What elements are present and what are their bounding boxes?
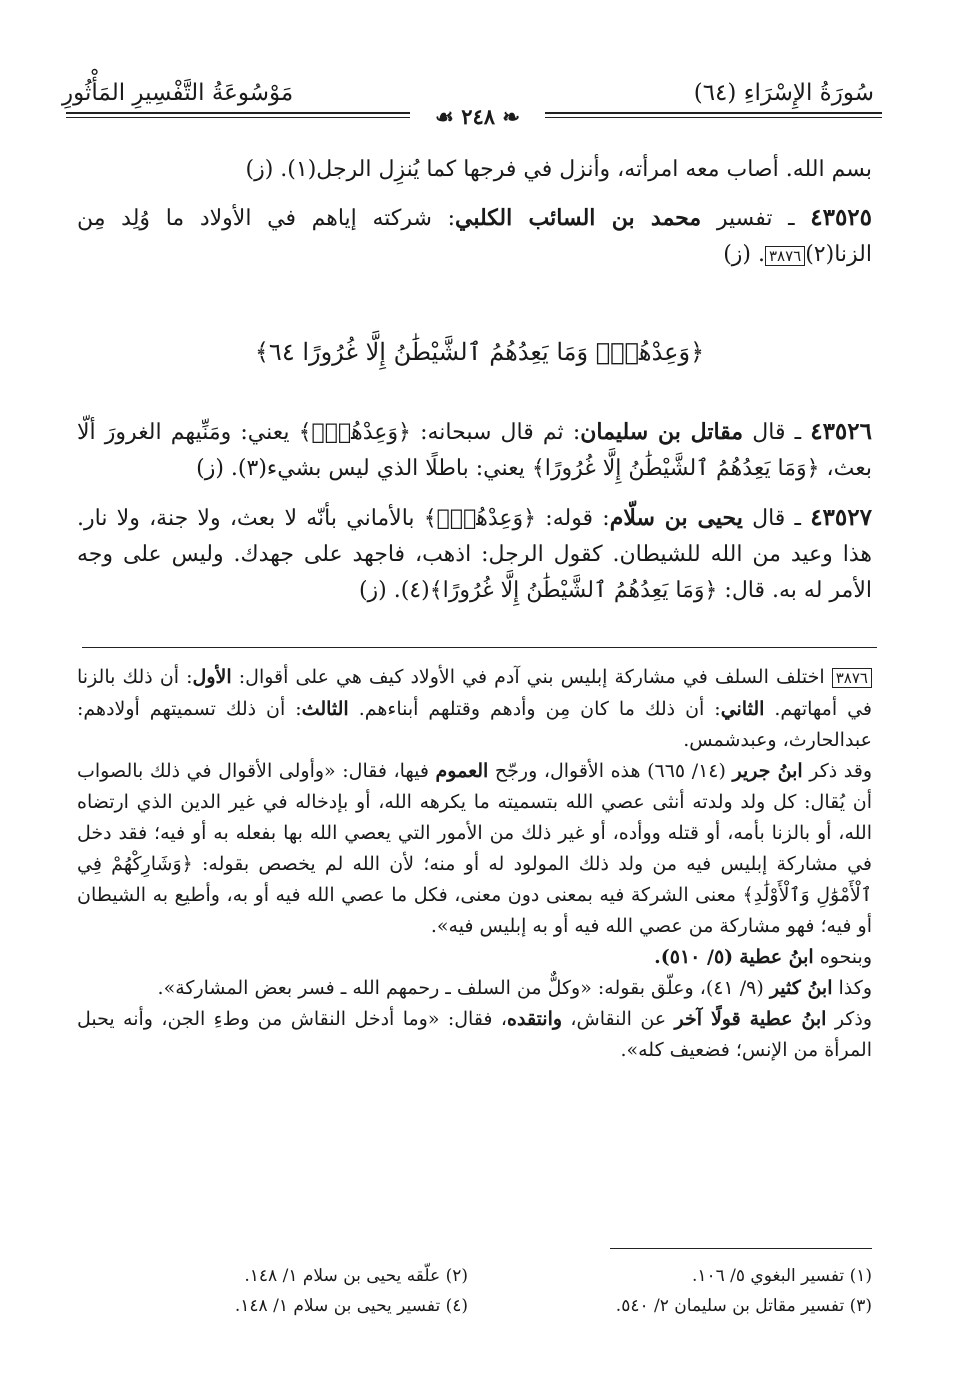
note-paragraph-3: وبنحوه ابنُ عطية (٥/ ٥١٠). [654,946,872,968]
continued-paragraph: بسم الله. أصاب معه امرأته، وأنزل في فرجها كما يُنزِل الرجل(١). (ز) [245,157,872,182]
notes-separator [82,647,877,648]
commentary-note [77,662,872,1066]
entry-number: ٤٣٥٢٧ [810,504,872,531]
ornament-icon: ☙ [435,104,462,129]
entry-43527: ٤٣٥٢٧ ـ قال يحيى بن سلّام: قوله: ﴿وَعِدْهُمْۚ﴾ بالأماني بأنّه لا بعث، ولا جنة، ولا نار. هذا وعيد من الله للشيطان. كقول الرجل: اذهب، فاجهد على جهدك. وليس على وجه الأمر له به. قال: ﴿وَمَا يَعِدُهُمُ ٱلشَّيْطَٰنُ إِلَّا غُرُورًا﴾(٤). (ز) [77,504,872,603]
entry-43525: ٤٣٥٢٥ ـ تفسير محمد بن السائب الكلبي: شركته إياهم في الأولاد ما وُلِد مِن الزنا(٢)٣٨٧٦. (ز) [77,204,873,267]
note-reference: ٣٨٧٦ [832,668,872,688]
entry-43526: ٤٣٥٢٦ ـ قال مقاتل بن سليمان: ثم قال سبحانه: ﴿وَعِدْهُمْۚ﴾ يعني: ومَنِّيهم الغرورَ ألّا بعث، ﴿وَمَا يَعِدُهُمُ ٱلشَّيْطَٰنُ إِلَّا غُرُورًا﴾ يعني: باطلًا الذي ليس بشيء(٣). (ز) [77,418,872,481]
note-paragraph-2: وقد ذكر ابنُ جرير (١٤/ ٦٦٥) هذه الأقوال، ورجّح العموم فيها، فقال: «وأولى الأقوال في ذلك بالصواب أن يُقال: كل ولد ولدته أنثى عصي الله بتسميته ما يكرهه الله، أو بإدخاله في غير الدين الذي ارتضاه الله، أو بالزنا بأمه، أو قتله ووأده، أو غير ذلك من الأمور التي يعصي الله بها بفعله به أو فيه؛ فقد دخل في مشاركة إبليس فيه من ولد ذلك المولود له أو منه؛ لأن الله لم يخصص بقوله: ﴿وَشَارِكْهُمْ فِي ٱلْأَمْوَٰلِ وَٱلْأَوْلَٰدِ﴾ معنى الشركة فيه بمعنى دون معنى، فكل ما عصي الله فيه أو به، وأطيع به الشيطان أو فيه؛ فهو مشاركة من عصي الله فيه أو به إبليس فيه». [77,760,872,937]
footnotes-separator [610,1248,872,1249]
note-paragraph-1: ٣٨٧٦ اختلف السلف في مشاركة إبليس بني آدم في الأولاد كيف هي على أقوال: الأول: أن ذلك بالزنا في أمهاتهم. الثاني: أن ذلك ما كان مِن وأدهم وقتلهم أبناءهم. الثالث: أن ذلك تسميتهم أولادهم: عبدالحارث، وعبدشمس. [77,666,872,751]
footnote-4: (٤) تفسير يحيى بن سلام ١/ ١٤٨. [234,1296,468,1316]
narrator-name: مقاتل بن سليمان [580,419,744,445]
page-number: ❧ ٢٤٨ ☙ [410,104,545,129]
entry-number: ٤٣٥٢٦ [810,418,872,445]
narrator-name: محمد بن السائب الكلبي [455,205,702,231]
book-title-header: مَوْسُوعَةُ التَّفْسِيرِ المَأْثُورِ [62,80,294,106]
surah-header: سُورَةُ الإِسْرَاءِ (٦٤) [693,80,874,106]
narrator-name: يحيى بن سلّام [609,505,743,531]
entry-number: ٤٣٥٢٥ [810,204,873,231]
footnote-1: (١) تفسير البغوي ٥/ ١٠٦. [691,1266,872,1286]
ornament-icon: ❧ [495,104,520,129]
footnote-3: (٣) تفسير مقاتل بن سليمان ٢/ ٥٤٠. [615,1296,872,1316]
note-paragraph-4: وكذا ابنُ كثير (٩/ ٤١)، وعلّق بقوله: «وكلٌّ من السلف ـ رحمهم الله ـ فسر بعض المشاركة». [157,977,872,999]
note-paragraph-5: وذكر ابنُ عطية قولًا آخر عن النقاش، وانتقده، فقال: «وما أدخل النقاش من وطءِ الجن، وأنه يحبل المرأة من الإنس؛ فضعيف كله». [77,1008,872,1061]
quran-verse: ﴿وَعِدْهُمْۚ وَمَا يَعِدُهُمُ ٱلشَّيْطَٰنُ إِلَّا غُرُورًا ٦٤﴾ [254,338,705,366]
footnote-2: (٢) علّقه يحيى بن سلام ١/ ١٤٨. [244,1266,468,1286]
note-reference: ٣٨٧٦ [765,246,805,266]
